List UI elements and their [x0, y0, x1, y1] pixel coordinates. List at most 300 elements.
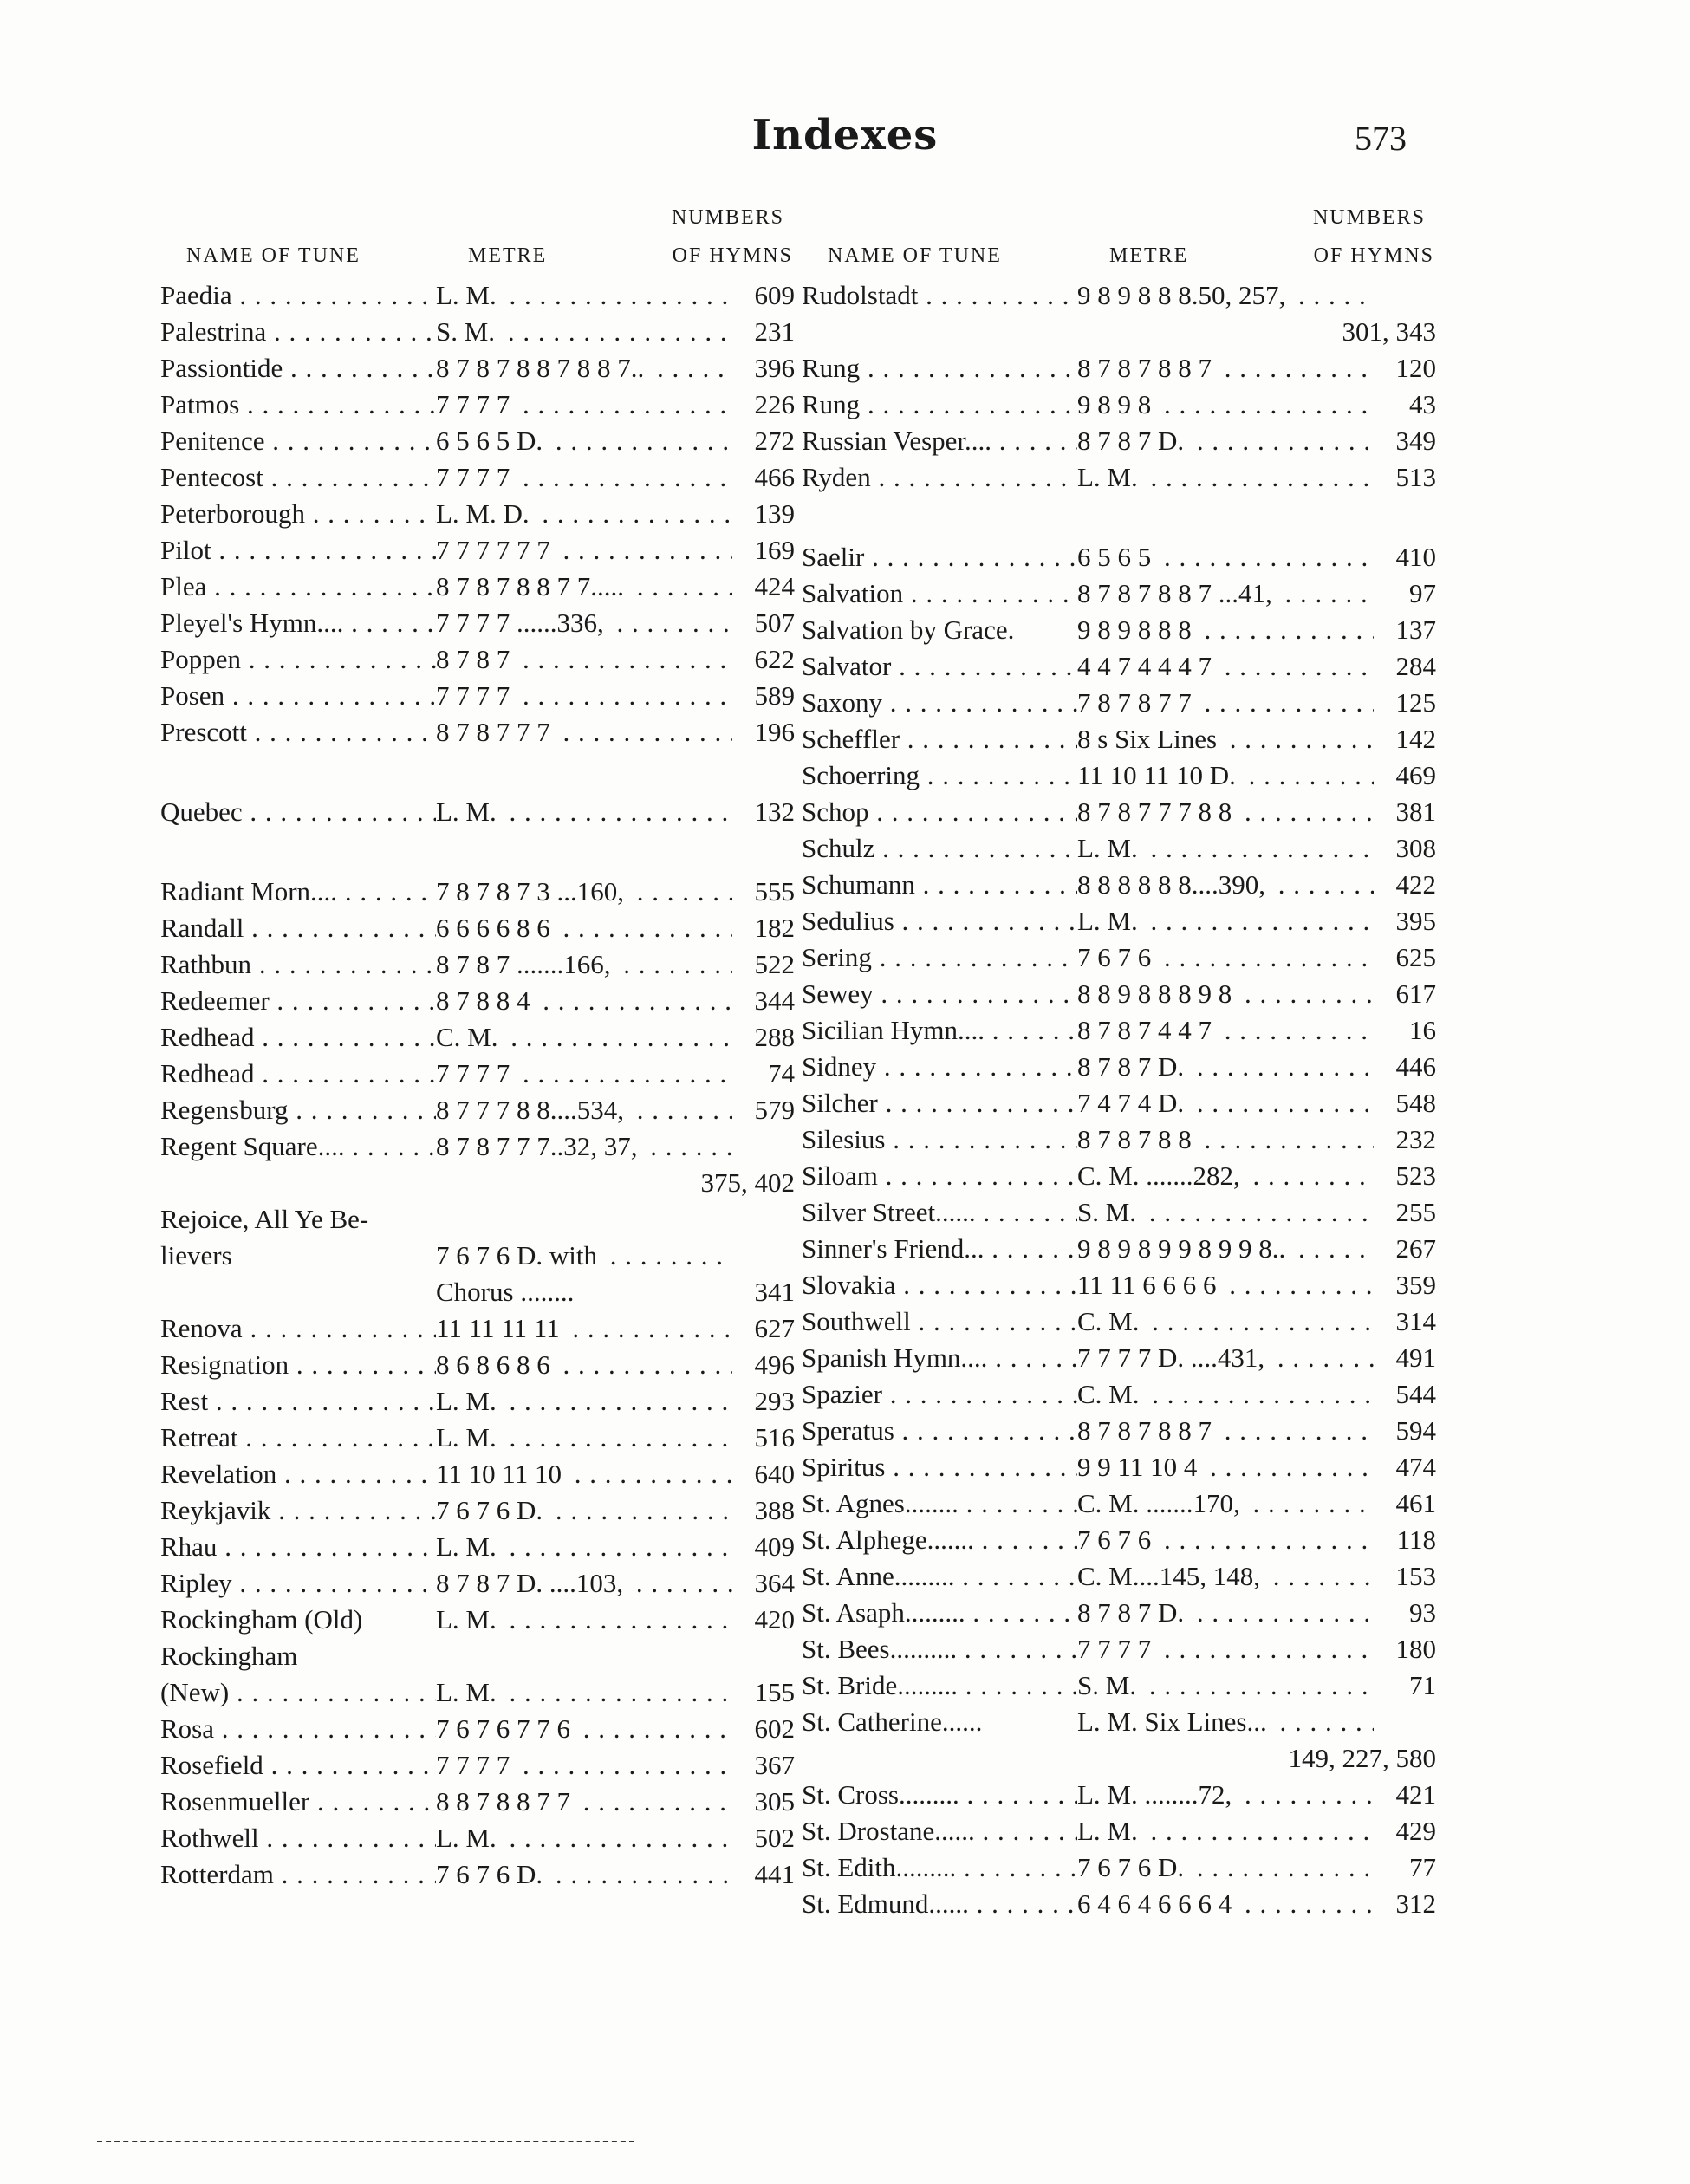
tune-metre: [1077, 1049, 1374, 1085]
hymn-numbers: 523: [1391, 1158, 1437, 1194]
tune-metre-text: L. M.: [436, 796, 502, 827]
index-entry: [160, 277, 795, 314]
hymn-numbers: 424: [750, 569, 796, 605]
hymn-numbers: 594: [1391, 1413, 1437, 1449]
tune-metre-text: 8 7 8 7: [436, 644, 515, 674]
index-entry: [160, 946, 795, 983]
tune-metre-text: 8 7 8 8 4: [436, 985, 536, 1016]
tune-name: lievers: [160, 1240, 232, 1271]
tune-metre: [436, 1019, 732, 1056]
tune-name: (New) . . .: [160, 1674, 436, 1711]
tune-metre-text: 9 8 9 8 8 8.50, 257,: [1077, 280, 1290, 310]
tune-metre-text: 7 6 7 6 D.: [436, 1859, 548, 1889]
tune-name: Silcher . . .: [802, 1085, 1077, 1121]
tune-name: Saelir . . .: [802, 539, 1077, 575]
hymn-numbers: 139: [750, 496, 796, 532]
tune-metre: [1077, 1194, 1374, 1231]
index-entry: [802, 1158, 1436, 1194]
tune-metre: [436, 314, 732, 350]
index-entry: [160, 874, 795, 910]
tune-name: Plea . . .: [160, 569, 436, 605]
tune-name: Pleyel's Hymn.... . . .: [160, 605, 436, 641]
section-gap: [160, 751, 784, 794]
tune-metre: [1077, 903, 1374, 939]
index-entry: [160, 1056, 795, 1092]
hymn-numbers: 231: [750, 314, 796, 350]
hymn-numbers: 93: [1404, 1595, 1436, 1631]
tune-metre: [1077, 1777, 1374, 1813]
tune-metre-text: S. M.: [1077, 1197, 1141, 1227]
hymn-numbers: 609: [750, 277, 796, 314]
tune-name: Prescott . . .: [160, 714, 436, 751]
index-entry: [802, 1485, 1436, 1522]
tune-metre-text: 8 7 8 7 D.: [1077, 1597, 1189, 1628]
tune-metre-text: 7 6 7 6: [1077, 942, 1156, 972]
index-entry: [160, 983, 795, 1019]
tune-metre: [1077, 1231, 1374, 1267]
hymn-numbers: 344: [750, 983, 796, 1019]
left-entries: [160, 277, 795, 1893]
tune-name: Regent Square.... . . .: [160, 1128, 436, 1165]
tune-name: Sewey . . .: [802, 976, 1077, 1012]
hymn-numbers: 293: [750, 1383, 796, 1420]
tune-name: St. Edith......... . . .: [802, 1849, 1077, 1886]
tune-metre: [1077, 350, 1374, 387]
tune-metre: [1077, 1012, 1374, 1049]
index-entry: [802, 685, 1436, 721]
tune-metre-text: L. M.: [436, 280, 502, 310]
hymn-numbers: 308: [1391, 830, 1437, 867]
tune-name: Rathbun . . .: [160, 946, 436, 983]
tune-metre: [436, 910, 732, 946]
tune-metre-text: L. M. D.: [436, 498, 535, 529]
right-column-header: [802, 199, 1434, 277]
tune-metre-text: 8 7 8 7 7 7..32, 37,: [436, 1131, 643, 1161]
index-entry: [160, 496, 795, 532]
hymn-numbers: 301, 343: [1337, 314, 1437, 350]
tune-name: Poppen . . .: [160, 641, 436, 678]
tune-metre-text: 7 7 7 7: [436, 680, 515, 711]
tune-metre-text: 7 7 7 7 7 7: [436, 535, 556, 565]
index-entry: [802, 903, 1436, 939]
tune-metre: [436, 1638, 732, 1674]
tune-metre: [436, 1420, 732, 1456]
tune-metre: [1077, 1085, 1374, 1121]
tune-metre-text: 8 7 8 7 8 8 7: [1077, 353, 1217, 383]
tune-metre-text: 9 8 9 8 9 9 8 9 9 8..: [1077, 1233, 1290, 1264]
tune-name: Silesius . . .: [802, 1121, 1077, 1158]
tune-metre: [1077, 1340, 1374, 1376]
tune-metre-text: 11 10 11 10: [436, 1459, 567, 1489]
index-entry: [802, 757, 1436, 794]
tune-metre-text: S. M.: [436, 316, 500, 347]
tune-name: Rhau . . .: [160, 1529, 436, 1565]
numbers-heading: NUMBERS: [671, 206, 784, 229]
tune-name: Rockingham: [160, 1641, 298, 1671]
tune-name: Radiant Morn.... . . .: [160, 874, 436, 910]
hymn-numbers: 74: [763, 1056, 795, 1092]
index-entry: [802, 1886, 1436, 1922]
tune-metre: [436, 1201, 732, 1238]
hymn-numbers: 410: [1391, 539, 1437, 575]
tune-name: Scheffler . . .: [802, 721, 1077, 757]
tune-metre-text: L. M.: [436, 1422, 502, 1453]
tune-metre: [1077, 423, 1374, 459]
tune-metre-text: 9 9 11 10 4: [1077, 1452, 1202, 1482]
tune-metre-text: 8 8 8 8 8 8....390,: [1077, 869, 1271, 900]
tune-metre: [436, 946, 732, 983]
index-entry: [160, 678, 795, 714]
hymn-numbers: 349: [1391, 423, 1437, 459]
hymn-numbers: 180: [1391, 1631, 1437, 1667]
tune-name: Sering . . .: [802, 939, 1077, 976]
tune-metre-text: C. M. .......282,: [1077, 1160, 1245, 1191]
index-entry: [802, 830, 1436, 867]
tune-metre: [1077, 939, 1374, 976]
tune-name: Siloam . . .: [802, 1158, 1077, 1194]
tune-name: Penitence . . .: [160, 423, 436, 459]
tune-name: Schumann . . .: [802, 867, 1077, 903]
tune-metre: [436, 1383, 732, 1420]
tune-metre-text: 8 7 8 7 8 8 7: [1077, 1415, 1217, 1446]
tune-name: Randall . . .: [160, 910, 436, 946]
tune-name: Rudolstadt . . .: [802, 277, 1077, 314]
tune-metre: [1077, 1485, 1374, 1522]
tune-metre: [436, 1310, 732, 1347]
index-entry: [160, 1784, 795, 1820]
index-entry: [160, 459, 795, 496]
hymn-numbers: 395: [1391, 903, 1437, 939]
tune-name: Salvation by Grace.: [802, 614, 1015, 645]
hymn-numbers: 381: [1391, 794, 1437, 830]
hymn-numbers: 155: [750, 1674, 796, 1711]
hymn-numbers: 491: [1391, 1340, 1437, 1376]
tune-metre: [1077, 1449, 1374, 1485]
tune-metre: [1077, 575, 1374, 612]
tune-metre-text: 7 7 7 7: [436, 1750, 515, 1780]
index-entry: [160, 1420, 795, 1456]
hymn-numbers: 118: [1392, 1522, 1436, 1558]
tune-metre-text: 8 6 8 6 8 6: [436, 1349, 556, 1380]
tune-metre-text: 7 6 7 6 D.: [1077, 1852, 1189, 1882]
index-entry: [802, 794, 1436, 830]
tune-metre: [436, 714, 732, 751]
hymn-numbers: 469: [1391, 757, 1437, 794]
tune-metre-text: 8 7 8 7 7 7: [436, 717, 556, 747]
tune-name: Patmos . . .: [160, 387, 436, 423]
tune-metre: [436, 1347, 732, 1383]
metre-heading: METRE: [1109, 244, 1189, 267]
tune-metre: [1077, 1667, 1374, 1704]
hymn-numbers: 396: [750, 350, 796, 387]
hymn-numbers: 288: [750, 1019, 796, 1056]
index-entry: [802, 1777, 1436, 1813]
tune-name: Peterborough . . .: [160, 496, 436, 532]
tune-name: Sicilian Hymn.... . . .: [802, 1012, 1077, 1049]
hymn-numbers: 420: [750, 1602, 796, 1638]
hymn-numbers: 132: [750, 794, 796, 830]
index-entry: [160, 1274, 795, 1310]
tune-metre: [436, 983, 732, 1019]
tune-name: Spanish Hymn.... . . .: [802, 1340, 1077, 1376]
index-entry: [160, 423, 795, 459]
tune-metre-text: S. M.: [1077, 1670, 1141, 1700]
tune-metre: [436, 387, 732, 423]
index-entry: [160, 1201, 784, 1238]
tune-name: Pilot . . .: [160, 532, 436, 569]
index-entry: [802, 867, 1436, 903]
tune-name: Russian Vesper.... . . .: [802, 423, 1077, 459]
index-entry: [160, 1383, 795, 1420]
tune-metre-text: 9 8 9 8 8 8: [1077, 614, 1197, 645]
hymn-numbers: 314: [1391, 1303, 1437, 1340]
tune-name: Reykjavik . . .: [160, 1492, 436, 1529]
tune-metre: [1077, 1631, 1374, 1667]
of-hymns-heading: OF HYMNS: [1313, 244, 1434, 267]
hymn-numbers: 548: [1391, 1085, 1437, 1121]
index-entry: [160, 1492, 795, 1529]
tune-metre: [436, 678, 732, 714]
left-column-header: [160, 199, 793, 277]
hymn-numbers: 409: [750, 1529, 796, 1565]
tune-metre-text: L. M.: [436, 1677, 502, 1707]
tune-metre: [436, 423, 732, 459]
index-entry: [160, 1347, 795, 1383]
tune-metre: [436, 1820, 732, 1856]
hymn-numbers: 640: [750, 1456, 796, 1492]
hymn-numbers: 461: [1391, 1485, 1437, 1522]
tune-metre-text: [1077, 316, 1082, 347]
tune-name: Schoerring . . .: [802, 757, 1077, 794]
tune-metre: [436, 350, 732, 387]
hymn-numbers: 466: [750, 459, 796, 496]
tune-name: Pentecost . . .: [160, 459, 436, 496]
tune-metre-text: 8 7 8 7 4 4 7: [1077, 1015, 1217, 1045]
tune-metre-text: 8 8 9 8 8 8 9 8: [1077, 978, 1237, 1009]
tune-metre-text: 11 10 11 10 D.: [1077, 760, 1241, 790]
hymn-numbers: 579: [750, 1092, 796, 1128]
tune-metre: [436, 569, 732, 605]
index-entry: [802, 539, 1436, 575]
hymn-numbers: 364: [750, 1565, 796, 1602]
tune-name: Redeemer . . .: [160, 983, 436, 1019]
tune-metre-text: [436, 1167, 441, 1198]
tune-metre-text: Chorus ........: [436, 1277, 579, 1307]
tune-metre-text: 7 6 7 6 7 7 6: [436, 1713, 575, 1744]
index-entry: [802, 721, 1436, 757]
tune-metre-text: 4 4 7 4 4 4 7: [1077, 651, 1217, 681]
tune-metre-text: 8 7 8 7 8 8 7 ...41,: [1077, 578, 1277, 608]
hymn-numbers: 516: [750, 1420, 796, 1456]
tune-metre: [1077, 1813, 1374, 1849]
index-entry: [802, 1595, 1436, 1631]
index-entry: [160, 1602, 795, 1638]
tune-metre: [436, 277, 732, 314]
index-entry: [802, 1813, 1436, 1849]
tune-name: St. Alphege....... . . .: [802, 1522, 1077, 1558]
index-entry: [802, 277, 1426, 314]
tune-metre: [1077, 976, 1374, 1012]
hymn-numbers: 429: [1391, 1813, 1437, 1849]
tune-metre: [1077, 1595, 1374, 1631]
tune-metre: [1077, 314, 1374, 350]
tune-metre: [1077, 1303, 1374, 1340]
tune-metre: [1077, 1121, 1374, 1158]
tune-metre-text: 6 5 6 5 D.: [436, 426, 548, 456]
tune-metre: [1077, 387, 1374, 423]
index-entry: [802, 612, 1436, 648]
hymn-numbers: 153: [1391, 1558, 1437, 1595]
index-entry: [802, 350, 1436, 387]
tune-name: Schulz . . .: [802, 830, 1077, 867]
tune-name: St. Edmund...... . . .: [802, 1886, 1077, 1922]
tune-metre-text: 7 6 7 6 D. with: [436, 1240, 602, 1271]
tune-metre: [436, 1747, 732, 1784]
hymn-numbers: 312: [1391, 1886, 1437, 1922]
index-entry: [802, 1194, 1436, 1231]
hymn-numbers: 169: [750, 532, 796, 569]
tune-metre: [436, 1238, 732, 1274]
hymn-numbers: 507: [750, 605, 796, 641]
index-entry: [802, 1740, 1436, 1777]
tune-metre: [436, 641, 732, 678]
tune-name: Spazier . . .: [802, 1376, 1077, 1413]
tune-metre-text: 7 7 7 7: [436, 389, 515, 419]
tune-name: Salvation . . .: [802, 575, 1077, 612]
section-gap: [160, 830, 784, 874]
tune-metre: [436, 1165, 732, 1201]
index-entry: [160, 714, 795, 751]
tune-metre-text: [1077, 1743, 1082, 1773]
name-of-tune-heading: NAME OF TUNE: [186, 244, 361, 267]
hymn-numbers: 267: [1391, 1231, 1437, 1267]
tune-metre-text: 8 7 8 7 8 8: [1077, 1124, 1197, 1154]
hymn-numbers: 182: [750, 910, 796, 946]
hymn-numbers: 359: [1391, 1267, 1437, 1303]
tune-metre: [1077, 1376, 1374, 1413]
hymn-numbers: 375, 402: [696, 1165, 796, 1201]
index-entry: [160, 1711, 795, 1747]
tune-metre-text: L. M. Six Lines...: [1077, 1706, 1272, 1737]
hymn-numbers: 232: [1391, 1121, 1437, 1158]
hymn-numbers: 502: [750, 1820, 796, 1856]
hymn-numbers: 137: [1391, 612, 1437, 648]
index-entry: [802, 423, 1436, 459]
index-entry: [802, 1267, 1436, 1303]
hymn-numbers: 602: [750, 1711, 796, 1747]
index-entry: [160, 1092, 795, 1128]
tune-metre-text: C. M.: [1077, 1306, 1145, 1336]
tune-metre-text: 8 8 7 8 8 7 7: [436, 1786, 575, 1817]
tune-name: Revelation . . .: [160, 1456, 436, 1492]
tune-metre-text: L. M.: [436, 1823, 502, 1853]
tune-name: Southwell . . .: [802, 1303, 1077, 1340]
hymn-numbers: 43: [1404, 387, 1436, 423]
tune-metre: [436, 1602, 732, 1638]
tune-metre-text: 7 7 7 7: [436, 462, 515, 492]
tune-metre: [436, 459, 732, 496]
tune-metre-text: 6 4 6 4 6 6 6 4: [1077, 1888, 1237, 1919]
index-entry: [802, 1849, 1436, 1886]
tune-metre-text: 8 7 8 7 8 8 7 7.....: [436, 571, 629, 601]
tune-metre: [436, 1056, 732, 1092]
page-number: 573: [1355, 119, 1407, 158]
tune-name: Silver Street...... . . .: [802, 1194, 1077, 1231]
index-entry: [802, 1303, 1436, 1340]
tune-metre: [1077, 867, 1374, 903]
tune-metre: [1077, 1704, 1374, 1740]
tune-name: Schop . . .: [802, 794, 1077, 830]
index-entry: [802, 1667, 1436, 1704]
tune-metre: [1077, 1158, 1374, 1194]
hymn-numbers: 627: [750, 1310, 796, 1347]
index-entry: [802, 387, 1436, 423]
tune-metre: [436, 532, 732, 569]
hymn-numbers: 272: [750, 423, 796, 459]
tune-metre: [436, 1674, 732, 1711]
tune-metre-text: 8 7 8 7 D. ....103,: [436, 1568, 628, 1598]
tune-name: Rosa . . .: [160, 1711, 436, 1747]
tune-metre-text: 7 7 7 7 ......336,: [436, 608, 609, 638]
tune-metre-text: 8 7 8 7 8 8 7 8 8 7..: [436, 353, 649, 383]
hymn-numbers: 622: [750, 641, 796, 678]
hymn-numbers: 284: [1391, 648, 1437, 685]
section-gap: [802, 496, 1426, 539]
index-entry: [802, 1413, 1436, 1449]
tune-metre: [436, 1565, 732, 1602]
index-entry: [160, 1820, 795, 1856]
tune-metre-text: 8 7 8 7 7 7 8 8: [1077, 796, 1237, 827]
hymn-numbers: 77: [1404, 1849, 1436, 1886]
index-entry: [160, 1019, 795, 1056]
tune-metre-text: 8 7 8 7 .......166,: [436, 949, 616, 979]
right-column: [802, 199, 1436, 1922]
hymn-numbers: 496: [750, 1347, 796, 1383]
index-entry: [802, 314, 1436, 350]
hymn-numbers: 226: [750, 387, 796, 423]
tune-metre-text: 7 7 7 7: [436, 1058, 515, 1089]
tune-name: St. Bride......... . . .: [802, 1667, 1077, 1704]
hymn-numbers: 97: [1404, 575, 1436, 612]
index-entry: [160, 1529, 795, 1565]
tune-name: Sinner's Friend... . . .: [802, 1231, 1077, 1267]
tune-name: Redhead . . .: [160, 1019, 436, 1056]
tune-name: Retreat . . .: [160, 1420, 436, 1456]
tune-metre-text: 9 8 9 8: [1077, 389, 1156, 419]
tune-name: Rosenmueller . . .: [160, 1784, 436, 1820]
tune-metre-text: L. M.: [436, 1386, 502, 1416]
tune-metre: [1077, 648, 1374, 685]
index-entry: [802, 1231, 1436, 1267]
tune-metre-text: L. M.: [1077, 1816, 1143, 1846]
tune-metre-text: 7 7 7 7: [1077, 1634, 1156, 1664]
tune-name: Sedulius . . .: [802, 903, 1077, 939]
hymn-numbers: 71: [1404, 1667, 1436, 1704]
tune-name: Rockingham (Old): [160, 1604, 363, 1635]
tune-metre: [1077, 794, 1374, 830]
hymn-numbers: 555: [750, 874, 796, 910]
tune-metre-text: 8 7 8 7 D.: [1077, 426, 1189, 456]
index-entry: [802, 1012, 1436, 1049]
index-entry: [160, 1565, 795, 1602]
hymn-numbers: 513: [1391, 459, 1437, 496]
tune-name: St. Cross......... . . .: [802, 1777, 1077, 1813]
left-column: [160, 199, 795, 1893]
tune-metre: [1077, 612, 1374, 648]
metre-heading: METRE: [468, 244, 548, 267]
hymn-numbers: 142: [1391, 721, 1437, 757]
tune-metre: [436, 1856, 732, 1893]
